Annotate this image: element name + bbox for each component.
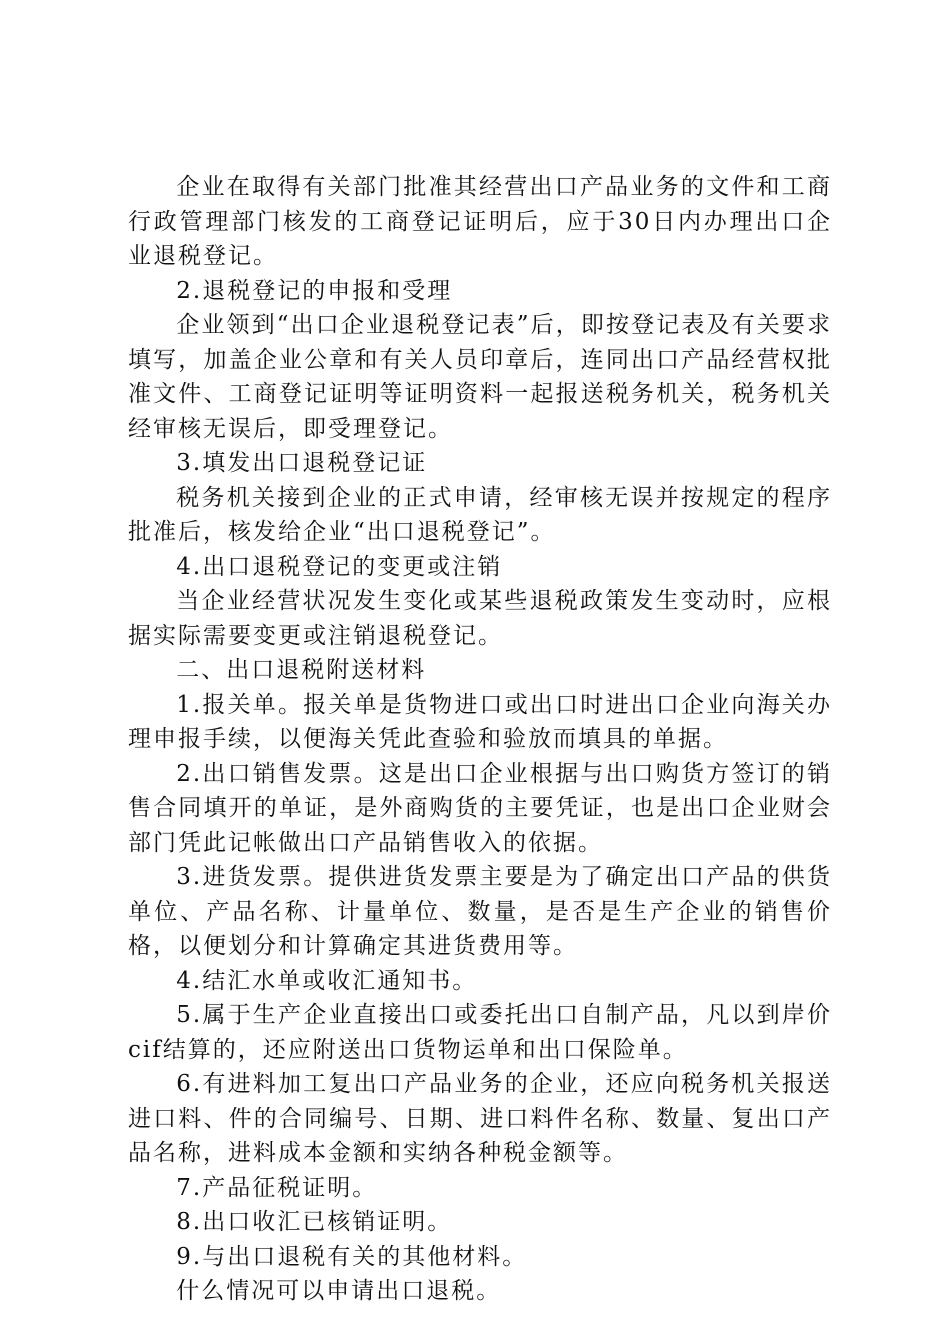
list-item-other-materials: 9.与出口退税有关的其他材料。 — [176, 1243, 528, 1270]
paragraph-registration-filing: 企业领到“出口企业退税登记表”后，即按登记表及有关要求填写，加盖企业公章和有关人员印章后，连同出口产品经营权批准文件、工商登记证明等证明资料一起报送税务机关，税务机关经审核无误后，即受理登记。 — [128, 312, 832, 442]
heading-issue-certificate: 3.填发出口退税登记证 — [176, 450, 428, 476]
heading-registration-filing: 2.退税登记的申报和受理 — [176, 277, 453, 304]
closing-question: 什么情况可以申请出口退税。 — [176, 1278, 502, 1304]
list-item-verification-certificate: 8.出口收汇已核销证明。 — [176, 1209, 453, 1235]
list-item-customs-declaration: 1.报关单。报关单是货物进口或出口时进出口企业向海关办理申报手续，以便海关凭此查验和验放而填具的单据。 — [128, 691, 832, 752]
heading-attached-materials: 二、出口退税附送材料 — [176, 657, 427, 683]
paragraph-change-cancel: 当企业经营状况发生变化或某些退税政策发生变动时，应根据实际需要变更或注销退税登记。 — [128, 588, 832, 649]
paragraph-issue-certificate: 税务机关接到企业的正式申请，经审核无误并按规定的程序批准后，核发给企业“出口退税登记”。 — [128, 484, 832, 545]
paragraph-registration-deadline: 企业在取得有关部门批准其经营出口产品业务的文件和工商行政管理部门核发的工商登记证明后，应于30日内办理出口企业退税登记。 — [128, 174, 832, 269]
list-item-tax-certificate: 7.产品征税证明。 — [176, 1174, 378, 1201]
list-item-sales-invoice: 2.出口销售发票。这是出口企业根据与出口购货方签订的销售合同填开的单证，是外商购货的主要凭证，也是出口企业财会部门凭此记帐做出口产品销售收入的依据。 — [128, 760, 832, 856]
list-item-processing-trade: 6.有进料加工复出口产品业务的企业，还应向税务机关报送进口料、件的合同编号、日期、进口料件名称、数量、复出口产品名称，进料成本金额和实纳各种税金额等。 — [128, 1071, 832, 1166]
list-item-purchase-invoice: 3.进货发票。提供进货发票主要是为了确定出口产品的供货单位、产品名称、计量单位、数量，是否是生产企业的销售价格，以便划分和计算确定其进货费用等。 — [128, 864, 832, 959]
list-item-settlement-slip: 4.结汇水单或收汇通知书。 — [176, 967, 478, 994]
list-item-cif-documents: 5.属于生产企业直接出口或委托出口自制产品，凡以到岸价cif结算的，还应附送出口货物运单和出口保险单。 — [128, 1002, 832, 1063]
document-body — [128, 170, 832, 1309]
heading-change-cancel: 4.出口退税登记的变更或注销 — [176, 553, 503, 580]
